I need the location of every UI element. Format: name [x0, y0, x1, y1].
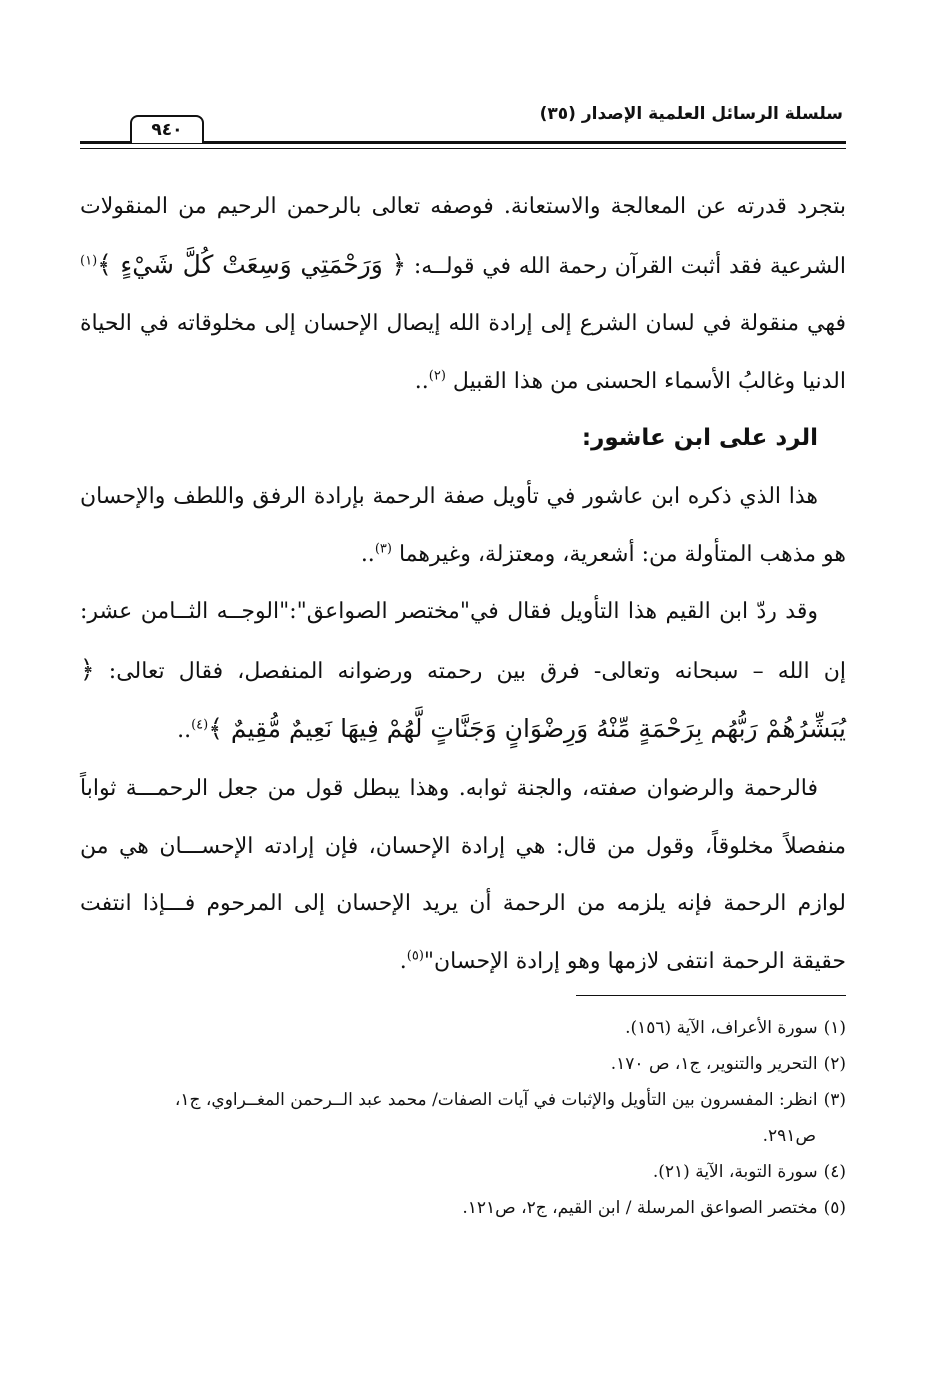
- footnote-text: انظر: المفسرون بين التأويل والإثبات في آيات الصفات/ محمد عبد الــرحمن المغــراوي، ج١،: [174, 1090, 818, 1110]
- section-heading: الرد على ابن عاشور:: [581, 425, 818, 452]
- paragraph-3-text: وقد ردّ ابن القيم هذا التأويل فقال في"مختصر الصواعق":"الوجــه الثــامن عشر: إن الله – سبحانه وتعالى- فرق بين رحمته ورضوانه المنفصل، فقال تعالى:: [80, 599, 846, 684]
- page-number: ٩٤٠: [130, 115, 204, 143]
- quran-verse-1: ﴿ وَرَحْمَتِي وَسِعَتْ كُلَّ شَيْءٍ ﴾: [97, 249, 407, 279]
- paragraph-1-end: ..: [414, 368, 429, 394]
- paragraph-4-end: .: [399, 948, 407, 974]
- paragraph-2-end: ..: [360, 541, 375, 567]
- paragraph-1: [80, 178, 846, 410]
- paragraph-4: [80, 760, 846, 990]
- footnote-1: [80, 1010, 846, 1046]
- footnote-text: التحرير والتنوير، ج١، ص ١٧٠.: [610, 1054, 818, 1074]
- footnote-3: [80, 1082, 846, 1118]
- footnote-ref-1[interactable]: (١): [80, 253, 98, 269]
- footnote-ref-5[interactable]: (٥): [406, 948, 424, 964]
- footnote-ref-2[interactable]: (٢): [428, 368, 446, 384]
- footnote-number: (١): [823, 1018, 846, 1038]
- footnote-number: (٤): [823, 1162, 846, 1182]
- footnote-3-continued: ص٢٩١.: [762, 1126, 816, 1146]
- paragraph-3: [80, 583, 846, 760]
- paragraph-3-end: ..: [177, 718, 192, 744]
- paragraph-1-text: بتجرد قدرته عن المعالجة والاستعانة. فوصفه تعالى بالرحمن الرحيم من المنقولات الشرعية فقد أثبت القرآن رحمة الله في قولــه:: [80, 194, 847, 279]
- footnotes: [80, 1010, 846, 1226]
- paragraph-2: [80, 468, 846, 583]
- footnote-separator: [576, 995, 846, 996]
- running-title: سلسلة الرسائل العلمية الإصدار (٣٥): [539, 104, 843, 124]
- header-rule-thin: [80, 148, 846, 149]
- paragraph-2-text: هذا الذي ذكره ابن عاشور في تأويل صفة الرحمة بإرادة الرفق واللطف والإحسان هو مذهب المتأولة من: أشعرية، ومعتزلة، وغيرهما: [80, 483, 846, 567]
- paragraph-1-text-continued: فهي منقولة في لسان الشرع إلى إرادة الله إيصال الإحسان إلى مخلوقاته في الحياة الدنيا وغالبُ الأسماء الحسنى من هذا القبيل: [80, 311, 846, 394]
- footnote-number: (٢): [823, 1054, 846, 1074]
- footnote-ref-3[interactable]: (٣): [374, 541, 392, 557]
- footnote-2: [80, 1046, 846, 1082]
- footnote-text: مختصر الصواعق المرسلة / ابن القيم، ج٢، ص١٢١.: [462, 1198, 818, 1218]
- paragraph-4-text: فالرحمة والرضوان صفته، والجنة ثوابه. وهذا يبطل قول من جعل الرحمـــة ثواباً منفصلاً مخلوقاً، وقول من قال: هي إرادة الإحسان، فإن إرادته الإحســـان هي من لوازم الرحمة فإنه يلزمه من الرحمة أن يريد الإحسان إلى المرحوم فـــإذا انتفت حقيقة الرحمة انتفى لازمها وهو إرادة الإحسان": [80, 775, 846, 974]
- footnote-number: (٣): [823, 1090, 846, 1110]
- footnote-5: [80, 1190, 846, 1226]
- quran-verse-2: ﴿ يُبَشِّرُهُمْ رَبُّهُم بِرَحْمَةٍ مِّنْهُ وَرِضْوَانٍ وَجَنَّاتٍ لَّهُمْ فِيهَا نَعِيمٌ مُّقِيمٌ ﴾: [80, 654, 846, 744]
- footnote-number: (٥): [823, 1198, 846, 1218]
- main-text: [80, 178, 846, 990]
- footnote-text: سورة الأعراف، الآية (١٥٦).: [625, 1018, 818, 1038]
- footnote-4: [80, 1154, 846, 1190]
- footnote-text: سورة التوبة، الآية (٢١).: [652, 1162, 818, 1182]
- footnote-ref-4[interactable]: (٤): [191, 718, 209, 734]
